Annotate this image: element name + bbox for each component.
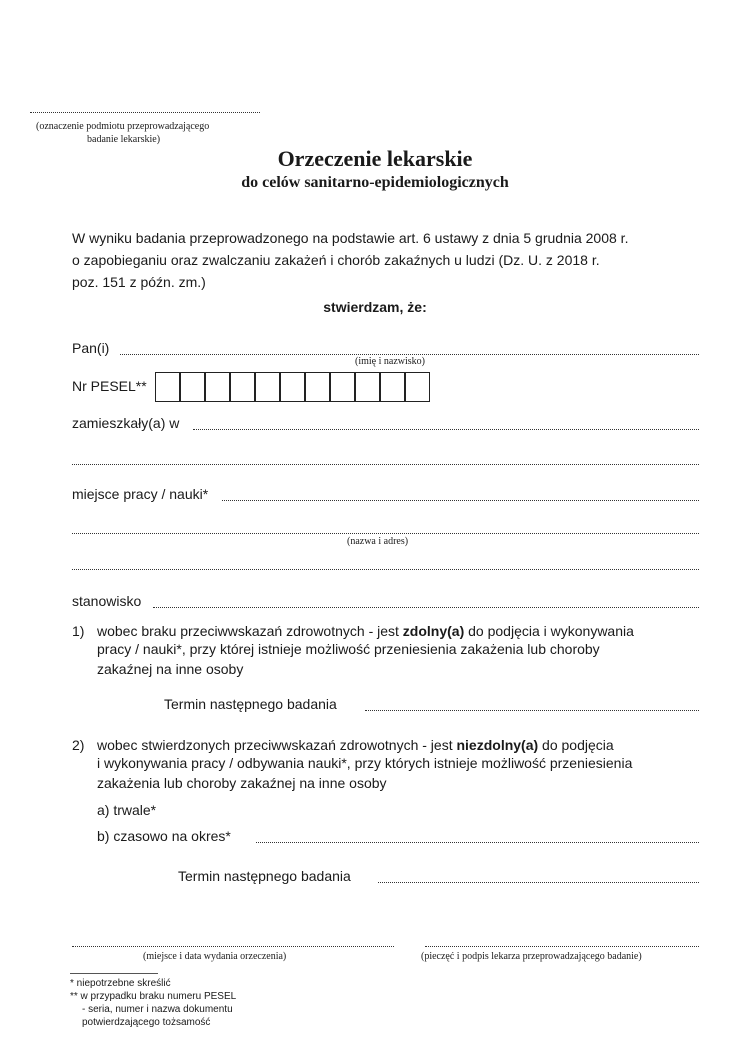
intro-line-3: poz. 151 z późn. zm.) [72, 274, 206, 290]
pesel-digit-box[interactable] [155, 372, 180, 402]
intro-line-2: o zapobieganiu oraz zwalczaniu zakażeń i chorób zakaźnych u ludzi (Dz. U. z 2018 r. [72, 252, 600, 268]
option1-next-exam-field[interactable] [365, 710, 699, 711]
option2-line2: i wykonywania pracy / odbywania nauki*, przy których istnieje możliwość przeniesienia [97, 755, 633, 771]
option2-next-exam-label: Termin następnego badania [178, 868, 351, 884]
name-caption: (imię i nazwisko) [355, 356, 425, 367]
option1-fit-keyword: zdolny(a) [402, 623, 465, 639]
pesel-digit-box[interactable] [355, 372, 380, 402]
name-label: Pan(i) [72, 340, 110, 356]
doctor-signature-field[interactable] [425, 946, 699, 947]
name-field[interactable] [120, 354, 699, 355]
option1-number: 1) [72, 623, 85, 639]
footnote-2-line3: potwierdzającego tożsamość [82, 1017, 211, 1028]
option2-line1: wobec stwierdzonych przeciwwskazań zdrowotnych - jest niezdolny(a) do podjęcia [97, 737, 614, 753]
workplace-label: miejsce pracy / nauki* [72, 486, 209, 502]
pesel-digit-box[interactable] [280, 372, 305, 402]
pesel-digit-box[interactable] [180, 372, 205, 402]
option1-line3: zakaźnej na inne osoby [97, 661, 244, 677]
option2-unfit-keyword: niezdolny(a) [456, 737, 539, 753]
pesel-digit-box[interactable] [305, 372, 330, 402]
option2-sub-a: a) trwale* [97, 802, 157, 818]
option2-next-exam-field[interactable] [378, 882, 699, 883]
pesel-digit-box[interactable] [205, 372, 230, 402]
page-title: Orzeczenie lekarskie [277, 146, 473, 171]
pesel-label: Nr PESEL** [72, 378, 147, 394]
workplace-field-line3[interactable] [72, 569, 699, 570]
option1-next-exam-label: Termin następnego badania [164, 696, 337, 712]
residence-field-line2[interactable] [72, 464, 699, 465]
option1-line2: pracy / nauki*, przy której istnieje możliwość przeniesienia zakażenia lub choroby [97, 641, 600, 657]
issuer-caption-line2: badanie lekarskie) [87, 134, 161, 145]
period-field[interactable] [256, 842, 699, 843]
option2-line3: zakażenia lub choroby zakaźnej na inne osoby [97, 775, 387, 791]
position-label: stanowisko [72, 593, 142, 609]
option2-sub-b: b) czasowo na okres* [97, 828, 231, 844]
footnote-divider [70, 973, 158, 974]
workplace-caption: (nazwa i adres) [347, 536, 409, 547]
position-field[interactable] [153, 607, 699, 608]
doctor-signature-caption: (pieczęć i podpis lekarza przeprowadzającego badanie) [421, 951, 642, 962]
footnote-2-line2: - seria, numer i nazwa dokumentu [82, 1004, 233, 1015]
workplace-field[interactable] [222, 500, 699, 501]
pesel-digit-box[interactable] [230, 372, 255, 402]
footnote-2-line1: ** w przypadku braku numeru PESEL [70, 991, 237, 1002]
intro-line-1: W wyniku badania przeprowadzonego na podstawie art. 6 ustawy z dnia 5 grudnia 2008 r. [72, 230, 629, 246]
issuer-caption-line1: (oznaczenie podmiotu przeprowadzającego [36, 121, 210, 132]
pesel-digit-box[interactable] [405, 372, 430, 402]
option1-line1: wobec braku przeciwwskazań zdrowotnych - jest zdolny(a) do podjęcia i wykonywania [97, 623, 634, 639]
option2-number: 2) [72, 737, 85, 753]
pesel-digit-box[interactable] [255, 372, 280, 402]
footnote-1: * niepotrzebne skreślić [70, 978, 171, 989]
pesel-digit-box[interactable] [330, 372, 355, 402]
place-date-caption: (miejsce i data wydania orzeczenia) [143, 951, 287, 962]
pesel-digit-box[interactable] [380, 372, 405, 402]
place-date-field[interactable] [72, 946, 394, 947]
issuer-dotted-line[interactable] [30, 112, 260, 113]
page-subtitle: do celów sanitarno-epidemiologicznych [241, 174, 509, 191]
statement-heading: stwierdzam, że: [323, 299, 427, 315]
residence-field[interactable] [193, 429, 699, 430]
workplace-field-line2[interactable] [72, 533, 699, 534]
residence-label: zamieszkały(a) w [72, 415, 180, 431]
